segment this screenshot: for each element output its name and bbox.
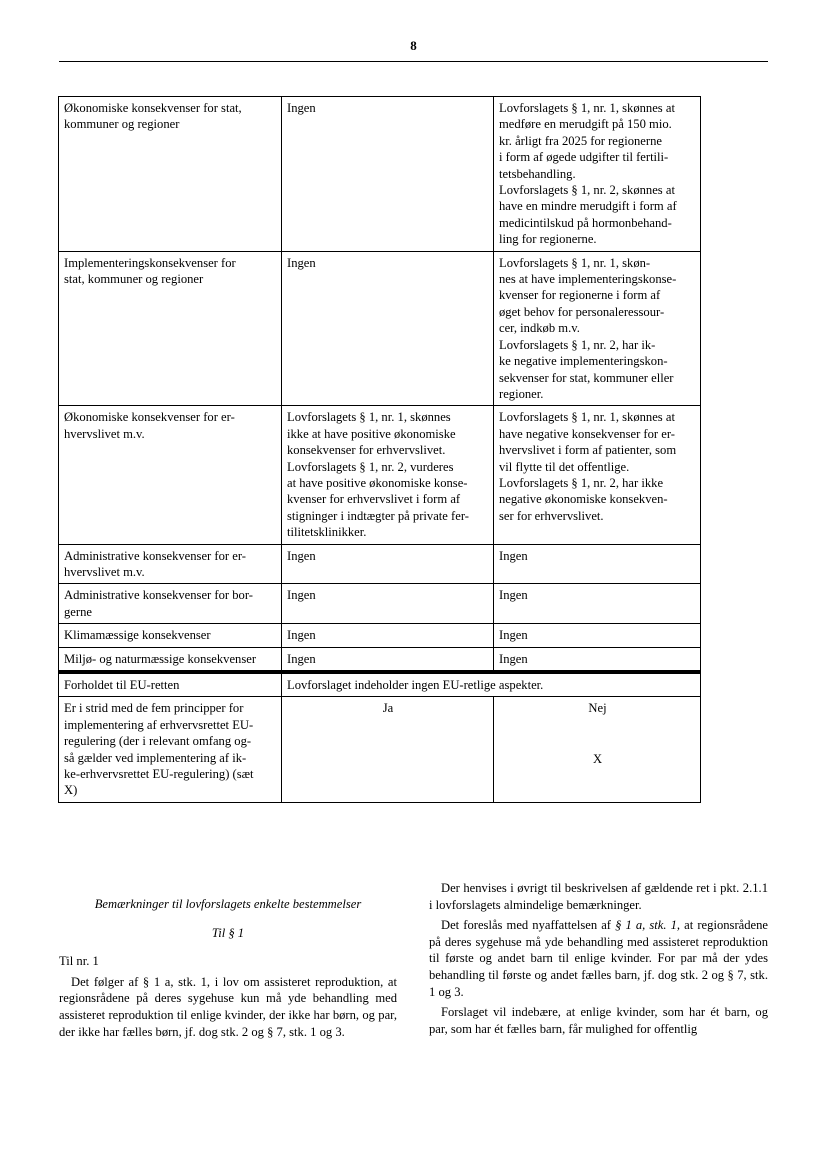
paragraph: Der henvises i øvrigt til beskrivelsen af gældende ret i pkt. 2.1.1 i lovforslagets almindelige bemærkninger.	[429, 881, 768, 912]
table-row	[59, 584, 701, 624]
cell-line: Er i strid med de fem principper for	[64, 701, 244, 716]
negative-cell	[494, 406, 701, 544]
paragraph: Det følger af § 1 a, stk. 1, i lov om assisteret reproduktion, at regionsrådene på deres sygehuse kun må yde behandling med assisteret reproduktion til enlige kvinder, der ikke har børn, og par, der ikke har fælles børn, jf. dog stk. 2 og § 7, stk. 1 og 3.	[59, 974, 397, 1039]
cell-line: Økonomiske konsekvenser for er-	[64, 410, 235, 425]
cell-line: ke-erhvervsrettet EU-regulering) (sæt	[64, 767, 254, 782]
no-label: Nej	[588, 701, 607, 716]
cell-line: kvenser for erhvervslivet i form af	[287, 492, 461, 507]
cell-line: Lovforslagets § 1, nr. 1, skønnes	[287, 410, 451, 425]
cell-line: Lovforslagets § 1, nr. 1, skønnes at	[499, 101, 675, 115]
principles-row	[59, 697, 701, 802]
cell-line: ser for erhvervslivet.	[499, 508, 604, 523]
cell-line: Økonomiske konsekvenser for stat,	[64, 101, 242, 115]
cell-line: vil flytte til det offentlige.	[499, 459, 630, 474]
remarks-right-column	[429, 880, 768, 1041]
section-reference: § 1 a, stk. 1,	[615, 918, 681, 933]
cell-line: hvervslivet i form af patienter, som	[499, 443, 677, 458]
paragraph	[429, 917, 768, 1000]
nr-label: Til nr. 1	[59, 954, 99, 969]
cell-line: Lovforslagets § 1, nr. 2, har ikke	[499, 475, 664, 490]
cell-line: øget behov for personaleressour-	[499, 304, 665, 319]
negative-cell	[494, 251, 701, 406]
row-label: Forholdet til EU-retten	[59, 672, 282, 697]
cell-line: regulering (der i relevant omfang og-	[64, 734, 252, 749]
header-rule	[59, 61, 768, 62]
cell-line: Lovforslagets § 1, nr. 1, skøn-	[499, 255, 651, 270]
eu-law-row	[59, 672, 701, 697]
table-row	[59, 647, 701, 672]
cell-line: implementering af erhvervsrettet EU-	[64, 717, 254, 732]
table-row	[59, 624, 701, 647]
no-cell	[494, 697, 701, 802]
cell-line: X)	[64, 783, 78, 798]
cell-line: ling for regionerne.	[499, 232, 597, 247]
table-row	[59, 544, 701, 584]
row-label	[59, 584, 282, 624]
table-row	[59, 97, 701, 252]
page-number: 8	[410, 38, 417, 53]
cell-line: Ingen	[287, 101, 316, 115]
eu-law-value: Lovforslaget indeholder ingen EU-retlige aspekter.	[282, 672, 701, 697]
cell-line: Ingen	[499, 651, 528, 666]
cell-line: Miljø- og naturmæssige konsekvenser	[64, 651, 257, 666]
positive-cell	[282, 251, 494, 406]
cell-line: Ingen	[287, 628, 316, 643]
negative-cell	[494, 544, 701, 584]
cell-line: nes at have implementeringskonse-	[499, 272, 677, 287]
cell-line: Lovforslagets § 1, nr. 2, har ik-	[499, 337, 656, 352]
cell-line: negative økonomiske konsekven-	[499, 492, 668, 507]
paragraph-text: Det foreslås med nyaffattelsen af	[441, 918, 616, 933]
row-label	[59, 624, 282, 647]
cell-line: have negative konsekvenser for er-	[499, 426, 675, 441]
row-label	[59, 697, 282, 802]
impact-table	[58, 96, 701, 803]
cell-line: kr. årligt fra 2025 for regionerne	[499, 133, 662, 148]
cell-line: regioner.	[499, 386, 544, 401]
cell-line: konsekvenser for erhvervslivet.	[287, 443, 446, 458]
table-row	[59, 406, 701, 544]
cell-line: kommuner og regioner	[64, 117, 180, 132]
negative-cell	[494, 584, 701, 624]
cell-line: tetsbehandling.	[499, 166, 576, 181]
cell-line: at have positive økonomiske konse-	[287, 475, 468, 490]
positive-cell	[282, 406, 494, 544]
negative-cell	[494, 647, 701, 672]
cell-line: cer, indkøb m.v.	[499, 321, 580, 336]
cell-line: Implementeringskonsekvenser for	[64, 255, 236, 270]
cell-line: medføre en merudgift på 150 mio.	[499, 117, 672, 132]
cell-line: gerne	[64, 604, 92, 619]
cell-line: stigninger i indtægter på private fer-	[287, 508, 469, 523]
cell-line: Ingen	[287, 255, 316, 270]
cell-line: Administrative konsekvenser for er-	[64, 548, 246, 563]
positive-cell	[282, 544, 494, 584]
cell-line: kvenser for regionerne i form af	[499, 288, 661, 303]
cell-line: Ingen	[499, 588, 528, 603]
row-label	[59, 647, 282, 672]
cell-line: Ingen	[287, 651, 316, 666]
cell-line: Lovforslagets § 1, nr. 2, skønnes at	[499, 183, 675, 198]
cell-line: ikke at have positive økonomiske	[287, 426, 456, 441]
cell-line: Lovforslagets § 1, nr. 2, vurderes	[287, 459, 454, 474]
remarks-title: Bemærkninger til lovforslagets enkelte bestemmelser	[94, 897, 362, 911]
cell-line: sekvenser for stat, kommuner eller	[499, 370, 674, 385]
paragraph-text: at regionsrådene på deres sygehuse må yde behandling med assisteret reproduktion til første og andet barn til enlige kvinder. For par må der ydes behandling til første og andet fælles barn, jf. dog stk. 2 og § 7, stk. 1 og 3.	[429, 918, 768, 999]
x-mark: X	[592, 751, 603, 766]
cell-line: så gælder ved implementering af ik-	[64, 750, 247, 765]
cell-line: hvervslivet m.v.	[64, 564, 145, 579]
cell-line: Lovforslagets § 1, nr. 1, skønnes at	[499, 410, 675, 425]
cell-line: Ingen	[287, 588, 316, 603]
positive-cell	[282, 584, 494, 624]
cell-line: medicintilskud på hormonbehand-	[499, 215, 672, 230]
cell-line: tilitetsklinikker.	[287, 525, 367, 540]
row-label	[59, 544, 282, 584]
yes-cell	[282, 697, 494, 802]
negative-cell	[494, 97, 701, 252]
table-row	[59, 251, 701, 406]
cell-line: ke negative implementeringskon-	[499, 354, 668, 369]
positive-cell	[282, 647, 494, 672]
row-label	[59, 251, 282, 406]
cell-line: Administrative konsekvenser for bor-	[64, 588, 253, 603]
yes-label: Ja	[382, 701, 394, 716]
cell-line: Ingen	[499, 628, 528, 643]
cell-line: hvervslivet m.v.	[64, 426, 145, 441]
cell-line: have en mindre merudgift i form af	[499, 199, 677, 214]
cell-line: i form af øgede udgifter til fertili-	[499, 150, 669, 165]
row-label	[59, 406, 282, 544]
cell-line: Ingen	[287, 548, 316, 563]
positive-cell	[282, 97, 494, 252]
cell-line: Ingen	[499, 548, 528, 563]
positive-cell	[282, 624, 494, 647]
negative-cell	[494, 624, 701, 647]
cell-line: Klimamæssige konsekvenser	[64, 628, 211, 643]
paragraph: Forslaget vil indebære, at enlige kvinder, som har ét barn, og par, som har ét fælles barn, får mulighed for offentlig	[429, 1005, 768, 1036]
cell-line: stat, kommuner og regioner	[64, 272, 204, 287]
row-label	[59, 97, 282, 252]
section-heading: Til § 1	[211, 925, 245, 940]
remarks-left-column	[59, 884, 397, 1044]
